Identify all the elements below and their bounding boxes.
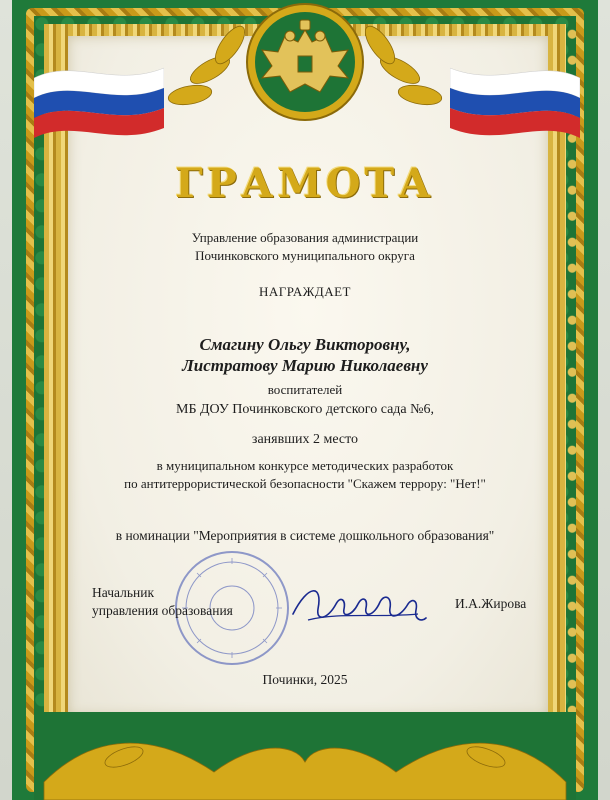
institution-name: МБ ДОУ Починковского детского сада №6, <box>176 402 434 417</box>
issuer-line-1: Управление образования администрации <box>191 230 419 245</box>
issuer-line-2: Починковского муниципального округа <box>195 248 415 263</box>
signatory-title-line-2: управления образования <box>92 603 233 618</box>
russian-flag-left-icon <box>34 58 164 148</box>
awards-heading: НАГРАЖДАЕТ <box>258 284 352 299</box>
nomination: в номинации "Мероприятия в системе дошкольного образования" <box>115 528 495 543</box>
signatory-title-line-1: Начальник <box>92 585 155 600</box>
signatory-name: И.А.Жирова <box>455 596 527 611</box>
russian-flag-right-icon <box>450 58 580 148</box>
certificate-title: ГРАМОТА <box>175 160 435 207</box>
place-awarded: занявших 2 место <box>251 432 359 447</box>
handwritten-signature <box>288 574 428 634</box>
recipient-name-2: Листратову Марию Николаевну <box>182 356 428 375</box>
recipient-role: воспитателей <box>267 382 343 397</box>
recipient-name-1: Смагину Ольгу Викторовну, <box>199 335 411 354</box>
bottom-ornament-icon <box>34 712 576 800</box>
city-year: Починки, 2025 <box>262 672 348 687</box>
contest-line-2: по антитеррористической безопасности "Скажем террору: "Нет!" <box>124 476 486 491</box>
emblem-wreath-icon <box>150 0 460 150</box>
contest-line-1: в муниципальном конкурсе методических разработок <box>156 458 454 473</box>
